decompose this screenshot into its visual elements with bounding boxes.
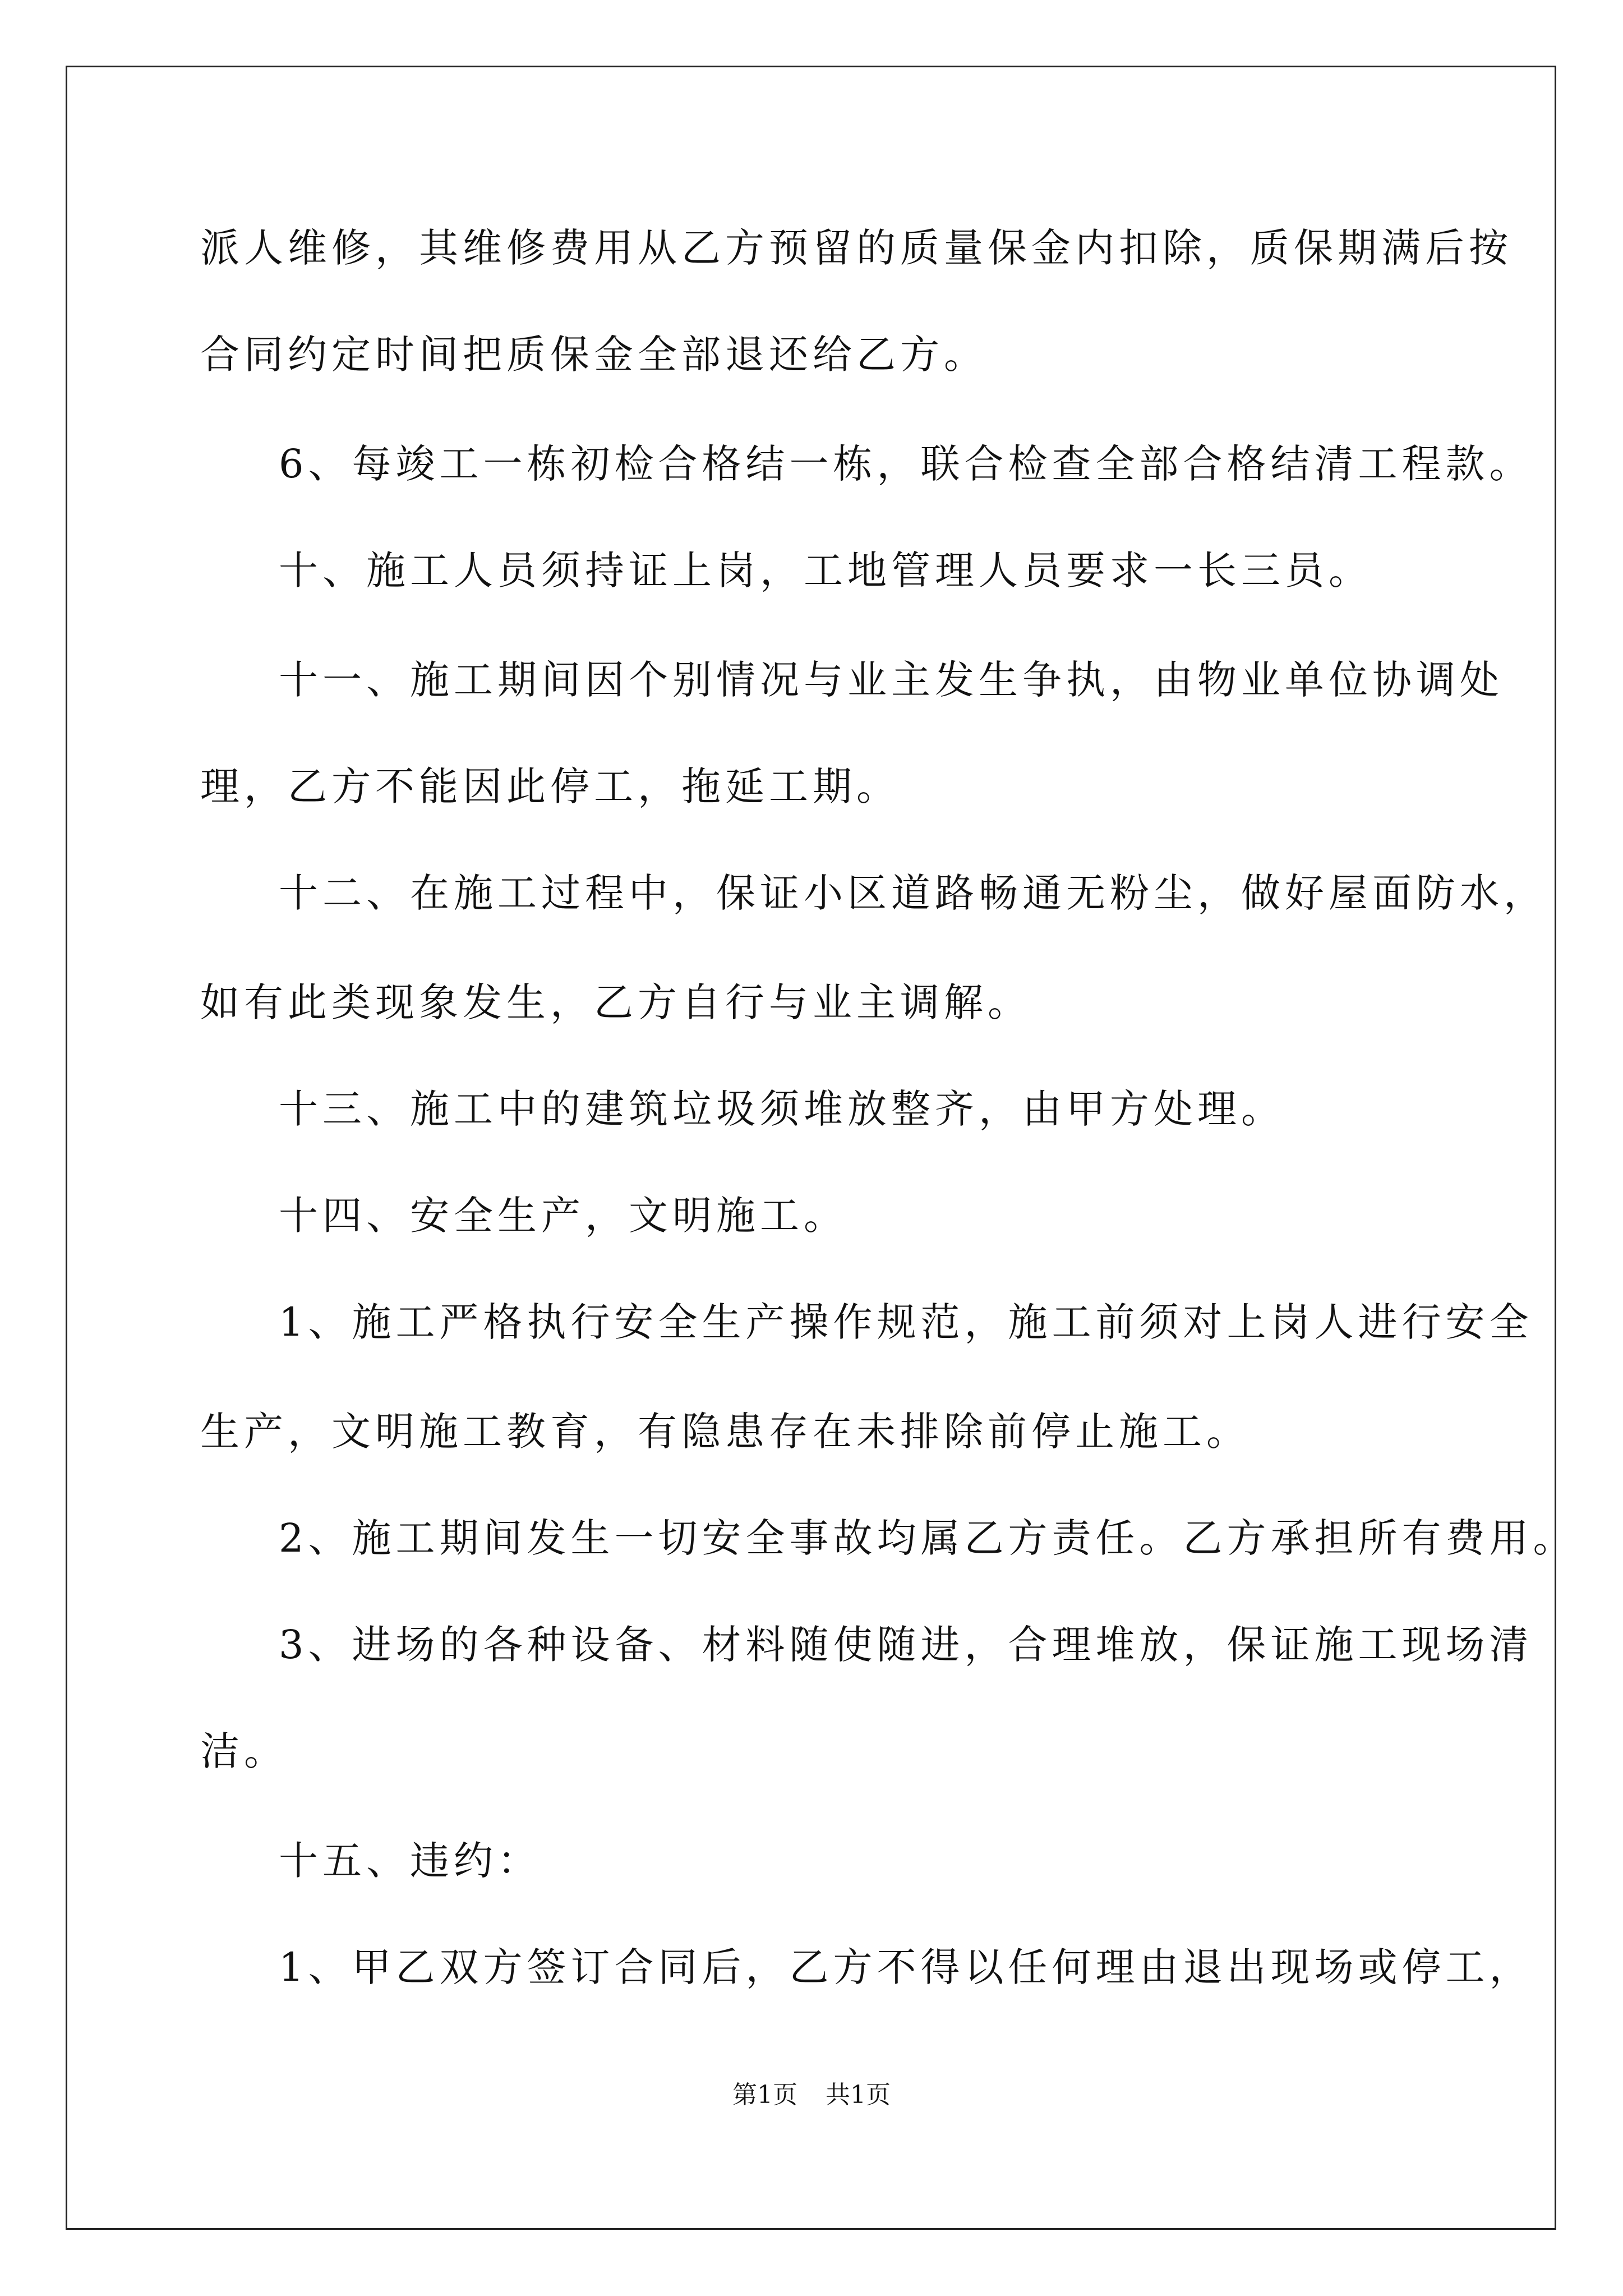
text-line: 生产，文明施工教育，有隐患存在未排除前停止施工。 xyxy=(200,1409,1250,1455)
text-line: 十二、在施工过程中，保证小区道路畅通无粉尘，做好屋面防水， xyxy=(279,870,1547,916)
page-number: 第1页 xyxy=(732,2081,797,2109)
text-line: 派人维修，其维修费用从乙方预留的质量保金内扣除，质保期满后按 xyxy=(200,225,1513,271)
text-line: 2、施工期间发生一切安全事故均属乙方责任。乙方承担所有费用。 xyxy=(279,1515,1577,1561)
text-line: 十、施工人员须持证上岗，工地管理人员要求一长三员。 xyxy=(279,547,1372,593)
text-line: 如有此类现象发生，乙方自行与业主调解。 xyxy=(200,979,1031,1025)
text-line: 十五、违约： xyxy=(279,1838,541,1884)
text-line: 十四、安全生产，文明施工。 xyxy=(279,1193,847,1239)
text-line: 理，乙方不能因此停工，拖延工期。 xyxy=(200,763,900,809)
page-total: 共1页 xyxy=(826,2081,891,2109)
text-line: 1、施工严格执行安全生产操作规范，施工前须对上岗人进行安全 xyxy=(279,1299,1533,1345)
text-line: 合同约定时间把质保金全部退还给乙方。 xyxy=(200,332,988,378)
page-border xyxy=(66,66,1556,2230)
text-line: 十一、施工期间因个别情况与业主发生争执，由物业单位协调处 xyxy=(279,657,1504,703)
text-line: 6、每竣工一栋初检合格结一栋，联合检查全部合格结清工程款。 xyxy=(279,441,1533,487)
text-line: 十三、施工中的建筑垃圾须堆放整齐，由甲方处理。 xyxy=(279,1086,1285,1132)
text-line: 3、进场的各种设备、材料随使随进，合理堆放，保证施工现场清 xyxy=(279,1622,1533,1668)
text-line: 1、甲乙双方签订合同后，乙方不得以任何理由退出现场或停工， xyxy=(279,1944,1533,1990)
text-line: 洁。 xyxy=(200,1728,288,1774)
page-footer xyxy=(0,2078,1623,2112)
